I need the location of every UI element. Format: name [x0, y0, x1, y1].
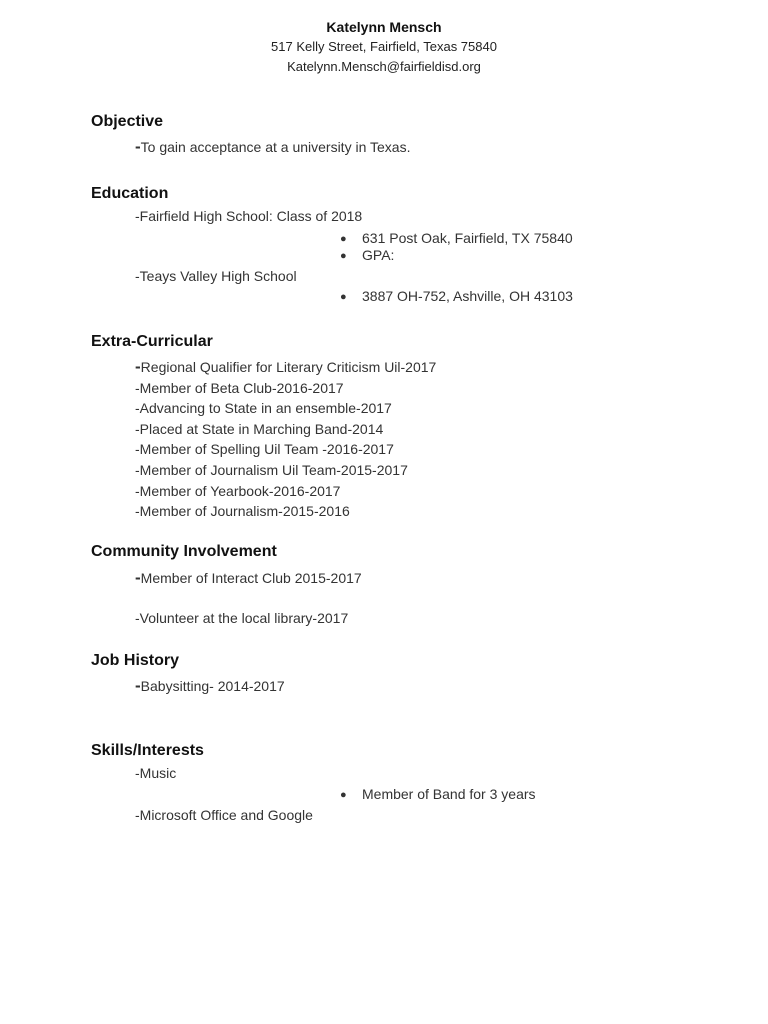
- education-school-2-address: ● 3887 OH-752, Ashville, OH 43103: [340, 288, 573, 304]
- dash-marker: -: [135, 568, 141, 587]
- extracurricular-item: -Member of Spelling Uil Team -2016-2017: [135, 441, 394, 457]
- community-item: -Member of Interact Club 2015-2017: [135, 568, 362, 587]
- job-item: -Babysitting- 2014-2017: [135, 676, 285, 695]
- dash-marker: -: [135, 137, 141, 156]
- section-heading-extracurricular: Extra-Curricular: [91, 333, 213, 350]
- section-heading-objective: Objective: [91, 113, 164, 130]
- bullet-icon: ●: [340, 291, 347, 303]
- bullet-icon: ●: [340, 250, 347, 262]
- extracurricular-item: -Member of Yearbook-2016-2017: [135, 483, 341, 499]
- extracurricular-item: -Placed at State in Marching Band-2014: [135, 421, 384, 437]
- skills-item-detail: ● Member of Band for 3 years: [340, 786, 536, 802]
- education-school-1-gpa: ● GPA:: [340, 247, 395, 263]
- education-school-2: -Teays Valley High School: [135, 268, 297, 284]
- skills-item: -Microsoft Office and Google: [135, 807, 313, 823]
- section-heading-skills: Skills/Interests: [91, 742, 204, 759]
- extracurricular-item: -Regional Qualifier for Literary Criticism Uil-2017: [135, 357, 437, 376]
- skills-item: -Music: [135, 765, 177, 781]
- contact-address: 517 Kelly Street, Fairfield, Texas 75840: [271, 39, 497, 54]
- resume-name: Katelynn Mensch: [326, 19, 442, 35]
- bullet-icon: ●: [340, 233, 347, 245]
- section-heading-community: Community Involvement: [91, 543, 277, 560]
- objective-statement: To gain acceptance at a university in Texas.: [140, 139, 411, 155]
- section-heading-job-history: Job History: [91, 652, 180, 669]
- extracurricular-item: -Member of Beta Club-2016-2017: [135, 380, 344, 396]
- dash-marker: -: [135, 357, 141, 376]
- education-school-1: -Fairfield High School: Class of 2018: [135, 208, 363, 224]
- objective-text: [135, 137, 410, 157]
- bullet-icon: ●: [340, 789, 347, 801]
- extracurricular-item: -Member of Journalism-2015-2016: [135, 503, 350, 519]
- contact-email: Katelynn.Mensch@fairfieldisd.org: [287, 59, 481, 74]
- extracurricular-item: -Advancing to State in an ensemble-2017: [135, 400, 392, 416]
- dash-marker: -: [135, 676, 141, 695]
- education-school-1-address: ● 631 Post Oak, Fairfield, TX 75840: [340, 230, 573, 246]
- extracurricular-item: -Member of Journalism Uil Team-2015-2017: [135, 462, 408, 478]
- community-item: -Volunteer at the local library-2017: [135, 610, 349, 626]
- section-heading-education: Education: [91, 185, 169, 202]
